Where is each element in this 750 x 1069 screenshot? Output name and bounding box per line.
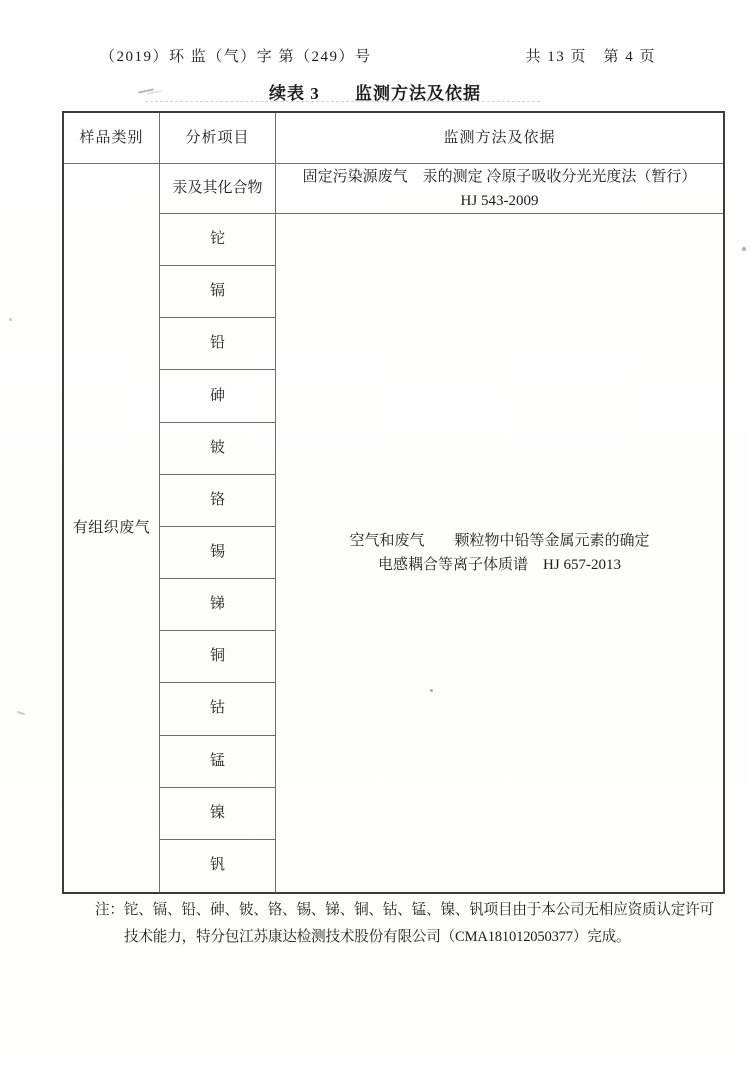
sample-category-cell: 有组织废气	[64, 164, 160, 892]
method-line: 固定污染源废气 汞的测定 冷原子吸收分光光度法（暂行）	[302, 168, 697, 185]
analysis-item-nickel: 镍	[160, 788, 276, 840]
table-continuation-label: 续表 3	[269, 84, 320, 103]
method-line: 空气和废气 颗粒物中铅等金属元素的确定	[349, 533, 650, 549]
footnote-prefix: 注：	[95, 902, 124, 918]
analysis-item-cobalt: 钴	[160, 683, 276, 735]
scan-artifact-speck	[742, 247, 746, 251]
scan-artifact-speck	[9, 318, 12, 321]
footnote-line-2: 技术能力，特分包江苏康达检测技术股份有限公司（CMA181012050377）完成。	[124, 929, 631, 945]
analysis-item-antimony: 锑	[160, 579, 276, 631]
doc-number: （2019）环 监（气）字 第（249）号	[100, 49, 372, 65]
footnote-text-1: 铊、镉、铅、砷、铍、铬、锡、锑、铜、钴、锰、镍、钒项目由于本公司无相应资质认定许可	[123, 902, 714, 918]
analysis-item-beryllium: 铍	[160, 423, 276, 475]
analysis-item-tin: 锡	[160, 527, 276, 579]
table-title-text: 监测方法及依据	[355, 84, 481, 103]
method-cell-mercury	[276, 164, 723, 214]
page-indicator: 共 13 页 第 4 页	[525, 49, 656, 65]
analysis-item-cadmium: 镉	[160, 266, 276, 318]
page-title	[0, 79, 750, 104]
analysis-item-vanadium: 钒	[160, 840, 276, 892]
footnote	[95, 897, 715, 951]
footnote-line-1	[95, 897, 715, 924]
header-sample-category: 样品类别	[64, 113, 160, 164]
header-analysis-item: 分析项目	[160, 113, 276, 164]
analysis-item-lead: 铅	[160, 318, 276, 370]
monitoring-methods-table	[62, 111, 725, 894]
method-standard-number: 电感耦合等离子体质谱 HJ 657-2013	[378, 557, 621, 573]
analysis-item-mercury: 汞及其化合物	[160, 164, 276, 214]
analysis-item-arsenic: 砷	[160, 370, 276, 422]
scan-artifact-speck	[17, 711, 25, 715]
analysis-item-thallium: 铊	[160, 214, 276, 266]
method-standard-number: HJ 543-2009	[460, 192, 539, 209]
analysis-item-chromium: 铬	[160, 475, 276, 527]
method-cell-metals	[276, 214, 723, 892]
analysis-item-copper: 铜	[160, 631, 276, 683]
header-method-basis: 监测方法及依据	[276, 113, 723, 164]
analysis-item-manganese: 锰	[160, 736, 276, 788]
document-header	[100, 45, 656, 66]
